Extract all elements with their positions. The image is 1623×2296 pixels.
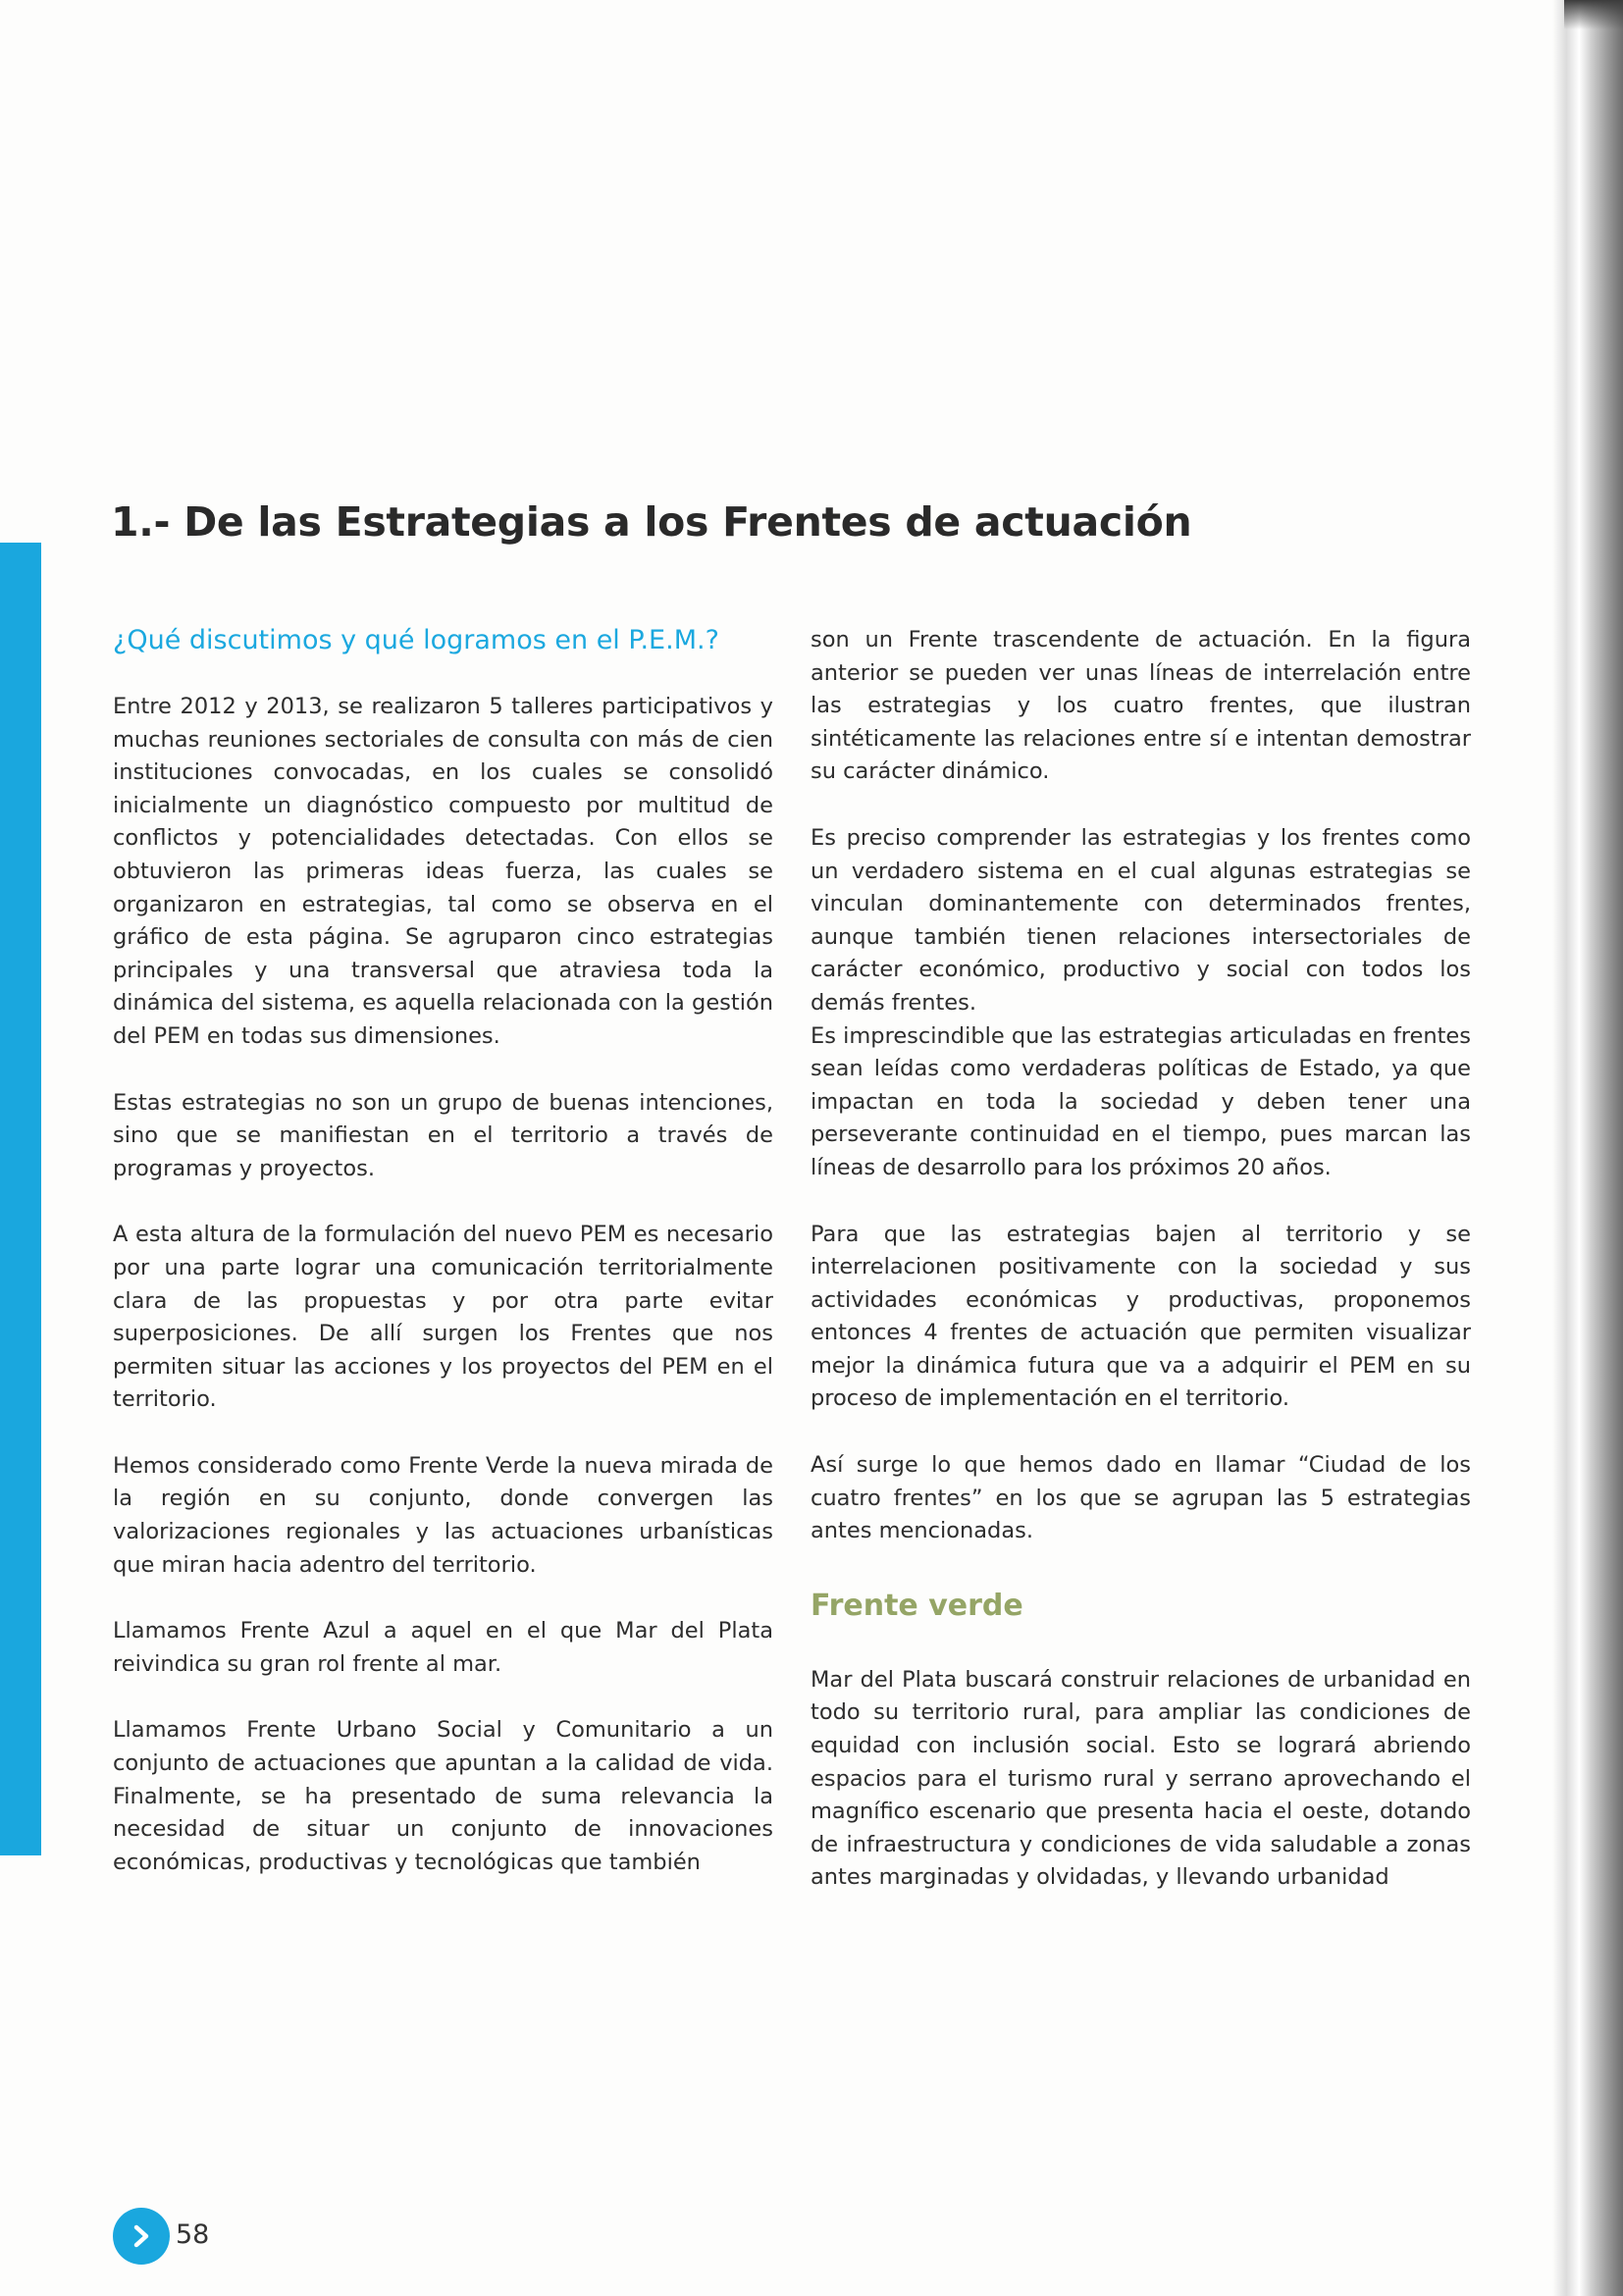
paragraph: A esta altura de la formulación del nuevo PEM es necesario por una parte lograr una comunicación territorialmente clara de las propuestas y por otra parte evitar superposiciones. De allí surgen los Frentes que nos permiten situar las acciones y los proyectos del PEM en el territorio. — [113, 1222, 773, 1413]
paragraph: Es imprescindible que las estrategias articuladas en frentes sean leídas como verdaderas políticas de Estado, ya que impactan en toda la sociedad y deben tener una perseverante continuidad en el tiempo, pues marcan las líneas de desarrollo para los próximos 20 años. — [811, 1022, 1471, 1180]
paragraph: Así surge lo que hemos dado en llamar “Ciudad de los cuatro frentes” en los que se agrupan las 5 estrategias antes mencionadas. — [811, 1452, 1471, 1544]
paragraph: son un Frente trascendente de actuación. En la figura anterior se pueden ver unas líneas de interrelación entre las estrategias y los cuatro frentes, que ilustran sintéticamente las relaciones entre sí e intentan demostrar su carácter dinámico. — [811, 627, 1471, 785]
page-badge — [113, 2208, 170, 2265]
chevron-right-icon — [129, 2223, 154, 2249]
page-number: 58 — [176, 2219, 210, 2250]
section-title: 1.- De las Estrategias a los Frentes de actuación — [111, 498, 1192, 546]
paragraph: Estas estrategias no son un grupo de buenas intenciones, sino que se manifiestan en el territorio a través de programas y proyectos. — [113, 1089, 773, 1181]
accent-bar — [0, 543, 41, 1855]
paragraph: Es preciso comprender las estrategias y los frentes como un verdadero sistema en el cual algunas estrategias se vinculan dominantemente con determinados frentes, aunque también tienen relaciones intersectoriales de carácter económico, productivo y social con todos los demás frentes. — [811, 824, 1471, 1016]
book-spine-shadow — [1552, 0, 1623, 2296]
paragraph: Entre 2012 y 2013, se realizaron 5 talleres participativos y muchas reuniones sectoriales de consulta con más de cien instituciones convocadas, en los cuales se consolidó inicialmente un diagnóstico compuesto por multitud de conflictos y potencialidades detectadas. Con ellos se obtuvieron las primeras ideas fuerza, las cuales se organizaron en estrategias, tal como se observa en el gráfico de esta página. Se agruparon cinco estrategias principales y una transversal que atraviesa toda la dinámica del sistema, es aquella relacionada con la gestión del PEM en todas sus dimensiones. — [113, 694, 773, 1049]
spine-top-shadow — [1564, 0, 1623, 29]
frente-verde-heading: Frente verde — [811, 1588, 1023, 1623]
paragraph: Llamamos Frente Urbano Social y Comunitario a un conjunto de actuaciones que apuntan a la calidad de vida. Finalmente, se ha presentado de suma relevancia la necesidad de situar un conjunto de innovaciones económicas, productivas y tecnológicas que también — [113, 1717, 773, 1875]
subsection-heading: ¿Qué discutimos y qué logramos en el P.E.M.? — [113, 625, 719, 655]
right-column — [811, 624, 1471, 1928]
paragraph: Llamamos Frente Azul a aquel en el que Mar del Plata reivindica su gran rol frente al mar. — [113, 1618, 773, 1677]
left-column — [113, 624, 773, 1912]
paragraph: Mar del Plata buscará construir relaciones de urbanidad en todo su territorio rural, para ampliar las condiciones de equidad con inclusión social. Esto se logrará abriendo espacios para el turismo rural y serrano aprovechando el magnífico escenario que presenta hacia el oeste, dotando de infraestructura y condiciones de vida saludable a zonas antes marginadas y olvidadas, y llevando urbanidad — [811, 1666, 1471, 1891]
paragraph: Hemos considerado como Frente Verde la nueva mirada de la región en su conjunto, donde convergen las valorizaciones regionales y las actuaciones urbanísticas que miran hacia adentro del territorio. — [113, 1452, 773, 1578]
paragraph: Para que las estrategias bajen al territorio y se interrelacionen positivamente con la sociedad y sus actividades económicas y productivas, proponemos entonces 4 frentes de actuación que permiten visualizar mejor la dinámica futura que va a adquirir el PEM en su proceso de implementación en el territorio. — [811, 1221, 1471, 1412]
